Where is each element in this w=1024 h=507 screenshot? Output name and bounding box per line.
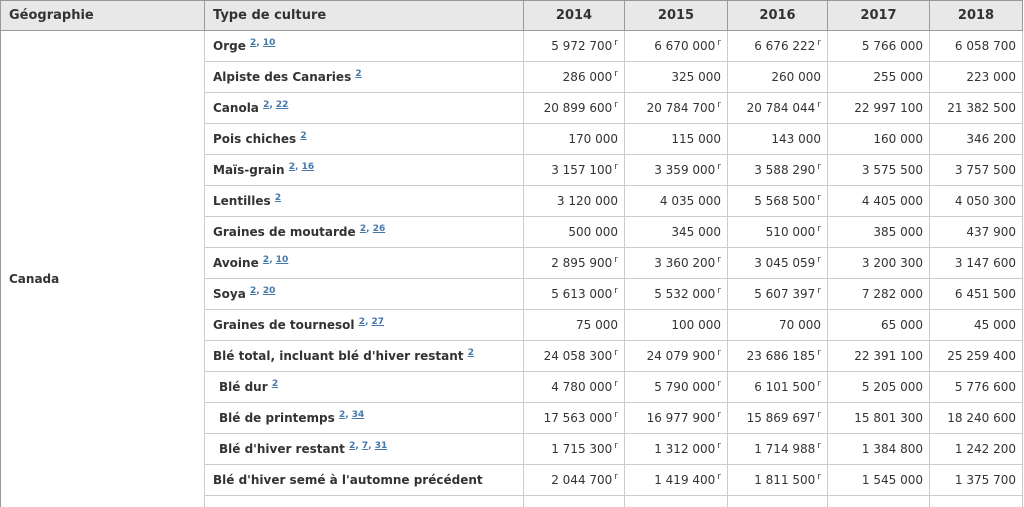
footnote-group	[289, 162, 314, 172]
value-text: 70 000	[779, 318, 821, 332]
crop-label: Soya	[213, 287, 246, 301]
value-cell	[625, 310, 728, 341]
revised-flag: r	[717, 348, 721, 358]
value-cell	[828, 62, 930, 93]
crop-label: Avoine	[213, 256, 259, 270]
value-cell	[728, 62, 828, 93]
value-cell	[524, 155, 625, 186]
value-text: 3 757 500	[954, 163, 1016, 177]
revised-flag: r	[817, 348, 821, 358]
footnote-group	[359, 317, 384, 327]
value-cell	[524, 279, 625, 310]
crop-label: Blé d'hiver restant	[219, 442, 345, 456]
revised-flag: r	[717, 472, 721, 482]
footnote-separator: ,	[355, 441, 362, 451]
revised-flag: r	[614, 100, 618, 110]
value-cell	[524, 465, 625, 496]
value-text: 3 588 290	[754, 163, 816, 177]
value-text: 2 044 700	[551, 473, 613, 487]
footnote-link[interactable]: 2	[358, 317, 365, 327]
value-text: 75 000	[576, 318, 618, 332]
value-cell	[828, 496, 930, 507]
revised-flag: r	[817, 472, 821, 482]
value-cell	[930, 465, 1023, 496]
value-cell	[930, 93, 1023, 124]
value-cell	[524, 93, 625, 124]
value-text: 7 282 000	[861, 287, 923, 301]
value-text: 255 000	[873, 70, 923, 84]
footnote-separator: ,	[364, 317, 372, 327]
value-text: 3 147 600	[954, 256, 1016, 270]
crop-label-cell	[205, 496, 524, 507]
revised-flag: r	[717, 286, 721, 296]
crop-label-cell	[205, 186, 524, 217]
crop-label-cell	[205, 248, 524, 279]
crop-label: Lentilles	[213, 194, 271, 208]
revised-flag: r	[614, 38, 618, 48]
value-text: 5 205 000	[861, 380, 923, 394]
value-cell	[524, 31, 625, 62]
value-cell	[930, 217, 1023, 248]
revised-flag: r	[717, 38, 721, 48]
value-cell	[625, 93, 728, 124]
footnote-link[interactable]: 2	[338, 410, 346, 420]
value-cell	[728, 403, 828, 434]
value-cell	[828, 124, 930, 155]
value-text: 17 563 000	[543, 411, 613, 425]
value-text: 3 120 000	[556, 194, 618, 208]
footnote-link[interactable]: 2	[274, 193, 282, 203]
revised-flag: r	[817, 162, 821, 172]
crop-label-cell	[205, 62, 524, 93]
value-text: 5 790 000	[654, 380, 716, 394]
value-cell	[828, 372, 930, 403]
value-text: 1 419 400	[654, 473, 716, 487]
value-cell	[728, 93, 828, 124]
revised-flag: r	[614, 441, 618, 451]
value-text: 23 686 185	[746, 349, 816, 363]
footnote-link[interactable]: 10	[275, 255, 289, 265]
footnote-group	[360, 224, 385, 234]
value-cell	[930, 341, 1023, 372]
footnote-link[interactable]: 2	[250, 286, 257, 296]
revised-flag: r	[614, 472, 618, 482]
value-cell	[930, 248, 1023, 279]
crop-label: Alpiste des Canaries	[213, 70, 352, 84]
value-text: 25 259 400	[947, 349, 1016, 363]
crop-label: Orge	[213, 39, 246, 53]
value-cell	[625, 31, 728, 62]
crop-label: Graines de moutarde	[213, 225, 356, 239]
footnote-link[interactable]: 2	[271, 379, 279, 389]
value-text: 3 157 100	[551, 163, 613, 177]
footnote-link[interactable]: 7	[361, 441, 369, 451]
value-text: 22 391 100	[854, 349, 923, 363]
value-cell	[930, 186, 1023, 217]
value-text: 5 972 700	[551, 39, 613, 53]
crop-label: Graines de tournesol	[213, 318, 355, 332]
value-cell	[828, 186, 930, 217]
crop-label-cell	[205, 310, 524, 341]
value-text: 4 050 300	[954, 194, 1016, 208]
revised-flag: r	[717, 162, 721, 172]
col-header-year-2018: 2018	[930, 1, 1023, 31]
value-cell	[728, 217, 828, 248]
revised-flag: r	[614, 410, 618, 420]
crop-label-cell	[205, 31, 524, 62]
footnote-separator: ,	[256, 286, 263, 296]
footnote-group	[272, 379, 278, 389]
value-cell	[625, 248, 728, 279]
value-cell	[828, 434, 930, 465]
crop-label-cell	[205, 155, 524, 186]
col-header-crop-type: Type de culture	[205, 1, 524, 31]
footnote-link[interactable]: 27	[371, 317, 385, 327]
col-header-year-2017: 2017	[828, 1, 930, 31]
value-cell	[524, 124, 625, 155]
value-text: 3 200 300	[861, 256, 923, 270]
footnote-group	[263, 255, 288, 265]
value-cell	[625, 434, 728, 465]
value-cell	[930, 62, 1023, 93]
value-text: 6 451 500	[954, 287, 1016, 301]
footnote-group	[349, 441, 387, 451]
footnote-link[interactable]: 22	[275, 100, 289, 110]
value-cell	[625, 341, 728, 372]
value-cell	[728, 465, 828, 496]
revised-flag: r	[614, 162, 618, 172]
revised-flag: r	[817, 286, 821, 296]
revised-flag: r	[817, 379, 821, 389]
value-text: 20 899 600	[543, 101, 613, 115]
crop-label-cell	[205, 124, 524, 155]
crop-label: Blé d'hiver semé à l'automne précédent	[213, 473, 483, 487]
value-cell	[728, 279, 828, 310]
value-text: 6 676 222	[754, 39, 816, 53]
value-text: 160 000	[873, 132, 923, 146]
crop-label-cell	[205, 403, 524, 434]
value-text: 500 000	[568, 225, 618, 239]
value-cell	[524, 341, 625, 372]
col-header-year-2014: 2014	[524, 1, 625, 31]
footnote-group	[355, 69, 361, 79]
revised-flag: r	[614, 69, 618, 79]
revised-flag: r	[817, 193, 821, 203]
footnote-separator: ,	[256, 38, 263, 48]
value-cell	[930, 496, 1023, 507]
header-row	[1, 1, 1023, 31]
value-text: 6 670 000	[654, 39, 716, 53]
value-cell	[828, 310, 930, 341]
value-text: 15 869 697	[746, 411, 816, 425]
value-text: 20 784 700	[646, 101, 716, 115]
revised-flag: r	[717, 441, 721, 451]
value-text: 325 000	[671, 70, 721, 84]
value-text: 5 766 000	[861, 39, 923, 53]
value-cell	[828, 341, 930, 372]
revised-flag: r	[817, 410, 821, 420]
footnote-separator: ,	[368, 441, 375, 451]
value-text: 345 000	[671, 225, 721, 239]
value-cell	[524, 186, 625, 217]
value-cell	[828, 93, 930, 124]
value-cell	[625, 372, 728, 403]
value-cell	[524, 248, 625, 279]
crop-label-cell	[205, 341, 524, 372]
value-text: 16 977 900	[646, 411, 716, 425]
value-text: 385 000	[873, 225, 923, 239]
footnote-link[interactable]: 31	[374, 441, 388, 451]
value-cell	[728, 496, 828, 507]
footnote-link[interactable]: 20	[262, 286, 276, 296]
value-text: 1 375 700	[954, 473, 1016, 487]
crop-label: Maïs-grain	[213, 163, 285, 177]
value-cell	[828, 217, 930, 248]
revised-flag: r	[717, 100, 721, 110]
value-text: 437 900	[966, 225, 1016, 239]
value-cell	[625, 403, 728, 434]
footnote-group	[250, 38, 275, 48]
crop-label-cell	[205, 372, 524, 403]
col-header-year-2016: 2016	[728, 1, 828, 31]
value-text: 4 035 000	[659, 194, 721, 208]
value-cell	[625, 124, 728, 155]
footnote-group	[339, 410, 364, 420]
value-cell	[930, 310, 1023, 341]
value-cell	[625, 186, 728, 217]
value-text: 15 801 300	[854, 411, 923, 425]
footnote-link[interactable]: 10	[262, 38, 276, 48]
value-cell	[828, 403, 930, 434]
value-text: 115 000	[671, 132, 721, 146]
crop-label: Pois chiches	[213, 132, 297, 146]
crop-label-cell	[205, 465, 524, 496]
value-text: 3 359 000	[654, 163, 716, 177]
footnote-group	[300, 131, 306, 141]
footnote-group	[275, 193, 281, 203]
value-text: 100 000	[671, 318, 721, 332]
value-text: 6 101 500	[754, 380, 816, 394]
value-cell	[930, 403, 1023, 434]
value-text: 260 000	[771, 70, 821, 84]
footnote-link[interactable]: 26	[372, 224, 386, 234]
revised-flag: r	[817, 100, 821, 110]
crop-label-cell	[205, 217, 524, 248]
footnote-separator: ,	[345, 410, 352, 420]
footnote-group	[250, 286, 275, 296]
value-cell	[625, 155, 728, 186]
value-text: 3 360 200	[654, 256, 716, 270]
crop-label-cell	[205, 93, 524, 124]
value-cell	[930, 279, 1023, 310]
value-text: 1 714 988	[754, 442, 816, 456]
footnote-link[interactable]: 2	[300, 131, 307, 141]
value-cell	[524, 62, 625, 93]
value-cell	[625, 496, 728, 507]
footnote-link[interactable]: 2	[349, 441, 356, 451]
revised-flag: r	[717, 255, 721, 265]
value-text: 5 776 600	[954, 380, 1016, 394]
value-text: 143 000	[771, 132, 821, 146]
value-text: 1 384 800	[861, 442, 923, 456]
value-cell	[728, 248, 828, 279]
value-cell	[728, 372, 828, 403]
revised-flag: r	[614, 286, 618, 296]
footnote-link[interactable]: 2	[250, 38, 257, 48]
footnote-separator: ,	[269, 255, 276, 265]
crop-label: Canola	[213, 101, 259, 115]
crop-label: Blé de printemps	[219, 411, 335, 425]
footnote-separator: ,	[295, 162, 302, 172]
value-text: 3 045 059	[754, 256, 816, 270]
footnote-link[interactable]: 16	[301, 162, 315, 172]
value-cell	[524, 496, 625, 507]
value-cell	[524, 434, 625, 465]
value-text: 5 607 397	[754, 287, 816, 301]
value-text: 4 780 000	[551, 380, 613, 394]
value-cell	[524, 310, 625, 341]
value-cell	[625, 465, 728, 496]
revised-flag: r	[717, 379, 721, 389]
footnote-group	[468, 348, 474, 358]
footnote-link[interactable]: 2	[288, 162, 295, 172]
value-text: 65 000	[881, 318, 923, 332]
value-text: 5 568 500	[754, 194, 816, 208]
value-text: 45 000	[974, 318, 1016, 332]
value-cell	[524, 217, 625, 248]
value-cell	[930, 155, 1023, 186]
value-cell	[828, 248, 930, 279]
value-cell	[930, 434, 1023, 465]
footnote-separator: ,	[366, 224, 373, 234]
value-cell	[828, 31, 930, 62]
crop-label-cell	[205, 279, 524, 310]
value-cell	[930, 124, 1023, 155]
revised-flag: r	[817, 441, 821, 451]
value-cell	[728, 186, 828, 217]
table-row	[1, 31, 1023, 62]
footnote-link[interactable]: 2	[355, 69, 362, 79]
value-text: 21 382 500	[947, 101, 1016, 115]
value-text: 3 575 500	[861, 163, 923, 177]
revised-flag: r	[817, 255, 821, 265]
revised-flag: r	[717, 410, 721, 420]
value-text: 346 200	[966, 132, 1016, 146]
value-text: 286 000	[562, 70, 613, 84]
footnote-separator: ,	[269, 100, 276, 110]
value-text: 6 058 700	[954, 39, 1016, 53]
footnote-link[interactable]: 2	[359, 224, 367, 234]
value-cell	[524, 372, 625, 403]
value-text: 20 784 044	[746, 101, 816, 115]
value-cell	[728, 124, 828, 155]
footnote-link[interactable]: 2	[262, 255, 270, 265]
value-cell	[728, 155, 828, 186]
value-text: 1 715 300	[551, 442, 613, 456]
value-cell	[930, 31, 1023, 62]
value-cell	[828, 155, 930, 186]
value-text: 510 000	[765, 225, 816, 239]
value-cell	[625, 217, 728, 248]
value-cell	[728, 341, 828, 372]
value-text: 2 895 900	[551, 256, 613, 270]
value-text: 170 000	[568, 132, 618, 146]
value-text: 223 000	[966, 70, 1016, 84]
footnote-group	[263, 100, 288, 110]
crop-label: Blé dur	[219, 380, 268, 394]
value-cell	[828, 279, 930, 310]
value-cell	[524, 403, 625, 434]
col-header-year-2015: 2015	[625, 1, 728, 31]
value-cell	[625, 62, 728, 93]
value-text: 1 242 200	[954, 442, 1016, 456]
value-text: 1 811 500	[754, 473, 816, 487]
value-text: 24 058 300	[543, 349, 613, 363]
footnote-link[interactable]: 2	[263, 100, 270, 110]
value-text: 18 240 600	[947, 411, 1016, 425]
value-cell	[728, 310, 828, 341]
footnote-link[interactable]: 2	[467, 348, 474, 358]
col-header-geography: Géographie	[1, 1, 205, 31]
value-cell	[625, 279, 728, 310]
revised-flag: r	[614, 379, 618, 389]
crop-label: Blé total, incluant blé d'hiver restant	[213, 349, 464, 363]
revised-flag: r	[817, 38, 821, 48]
revised-flag: r	[614, 255, 618, 265]
geography-cell: Canada	[1, 31, 205, 507]
revised-flag: r	[614, 348, 618, 358]
footnote-link[interactable]: 34	[351, 410, 365, 420]
value-cell	[728, 31, 828, 62]
value-cell	[728, 434, 828, 465]
value-cell	[930, 372, 1023, 403]
value-text: 1 545 000	[861, 473, 923, 487]
crop-label-cell	[205, 434, 524, 465]
revised-flag: r	[817, 224, 821, 234]
value-text: 22 997 100	[854, 101, 923, 115]
value-text: 5 613 000	[551, 287, 613, 301]
value-text: 5 532 000	[654, 287, 716, 301]
value-text: 4 405 000	[861, 194, 923, 208]
value-cell	[828, 465, 930, 496]
value-text: 1 312 000	[654, 442, 716, 456]
value-text: 24 079 900	[646, 349, 716, 363]
